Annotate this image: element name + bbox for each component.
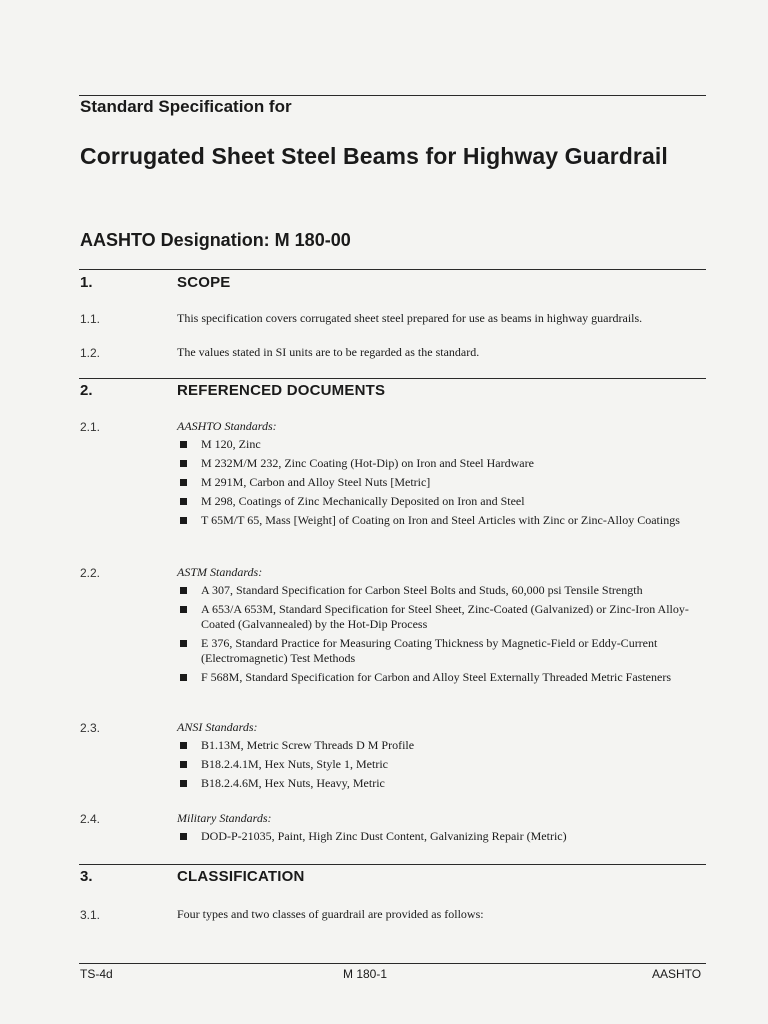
bullet-square-icon	[180, 674, 187, 681]
spec-title: Corrugated Sheet Steel Beams for Highway Guardrail	[80, 143, 668, 169]
standards-list-ansi	[180, 738, 705, 795]
footer-publisher: AASHTO	[652, 967, 702, 981]
bullet-square-icon	[180, 640, 187, 647]
standard-reference: DOD-P-21035, Paint, High Zinc Dust Content, Galvanizing Repair (Metric)	[201, 829, 567, 843]
bullet-square-icon	[180, 606, 187, 613]
clause-number: 2.2.	[80, 566, 101, 580]
standard-reference: M 120, Zinc	[201, 437, 261, 451]
section-number: 1.	[80, 274, 93, 291]
standard-reference: M 291M, Carbon and Alloy Steel Nuts [Metric]	[201, 475, 431, 489]
clause-number: 3.1.	[80, 908, 101, 922]
bullet-square-icon	[180, 761, 187, 768]
section-number: 2.	[80, 382, 93, 399]
bullet-square-icon	[180, 498, 187, 505]
list-item	[180, 829, 705, 844]
standard-reference: E 376, Standard Practice for Measuring Coating Thickness by Magnetic-Field or Eddy-Current (Electromagnetic) Test Methods	[201, 636, 658, 665]
footer-rule	[79, 963, 706, 964]
list-item	[180, 475, 705, 490]
bullet-square-icon	[180, 460, 187, 467]
bullet-square-icon	[180, 833, 187, 840]
clause-number: 2.1.	[80, 420, 101, 434]
list-item	[180, 602, 705, 632]
standards-list-military	[180, 829, 705, 848]
standards-heading-military: Military Standards:	[177, 811, 272, 825]
standard-reference: F 568M, Standard Specification for Carbon and Alloy Steel Externally Threaded Metric Fasteners	[201, 670, 671, 684]
standards-list-aashto	[180, 437, 705, 532]
bullet-square-icon	[180, 780, 187, 787]
list-item	[180, 670, 705, 685]
list-item	[180, 456, 705, 471]
standard-reference: B1.13M, Metric Screw Threads D M Profile	[201, 738, 415, 752]
footer-section-code: TS-4d	[80, 967, 113, 981]
list-item	[180, 494, 705, 509]
section-title-classification: CLASSIFICATION	[177, 868, 305, 885]
list-item	[180, 776, 705, 791]
bullet-square-icon	[180, 587, 187, 594]
clause-number: 2.4.	[80, 812, 101, 826]
list-item	[180, 738, 705, 753]
standards-heading-ansi: ANSI Standards:	[177, 720, 258, 734]
standard-reference: M 232M/M 232, Zinc Coating (Hot-Dip) on Iron and Steel Hardware	[201, 456, 534, 470]
bullet-square-icon	[180, 742, 187, 749]
section-title-scope: SCOPE	[177, 274, 231, 291]
section-title-referenced-documents: REFERENCED DOCUMENTS	[177, 382, 386, 399]
spec-pre-title: Standard Specification for	[80, 97, 292, 116]
list-item	[180, 583, 705, 598]
standards-heading-aashto: AASHTO Standards:	[177, 419, 277, 433]
list-item	[180, 437, 705, 452]
clause-text: Four types and two classes of guardrail are provided as follows:	[177, 907, 484, 921]
list-item	[180, 757, 705, 772]
standards-heading-astm: ASTM Standards:	[177, 565, 263, 579]
standards-list-astm	[180, 583, 705, 689]
section-rule	[79, 378, 706, 379]
clause-text: The values stated in SI units are to be regarded as the standard.	[177, 345, 480, 359]
clause-text: This specification covers corrugated sheet steel prepared for use as beams in highway guardrails.	[177, 311, 643, 325]
footer-page-number: M 180-1	[343, 967, 388, 981]
bullet-square-icon	[180, 517, 187, 524]
clause-number: 2.3.	[80, 721, 101, 735]
standard-reference: A 307, Standard Specification for Carbon Steel Bolts and Studs, 60,000 psi Tensile Strength	[201, 583, 643, 597]
section-rule	[79, 269, 706, 270]
list-item	[180, 636, 705, 666]
clause-number: 1.1.	[80, 312, 101, 326]
list-item	[180, 513, 705, 528]
standard-reference: B18.2.4.6M, Hex Nuts, Heavy, Metric	[201, 776, 385, 790]
clause-number: 1.2.	[80, 346, 101, 360]
section-number: 3.	[80, 868, 93, 885]
standard-reference: A 653/A 653M, Standard Specification for Steel Sheet, Zinc-Coated (Galvanized) or Zinc-Iron Alloy-Coated (Galvannealed) by the Hot-Dip Process	[201, 602, 689, 631]
section-rule	[79, 864, 706, 865]
standard-reference: M 298, Coatings of Zinc Mechanically Deposited on Iron and Steel	[201, 494, 525, 508]
header-rule	[79, 95, 706, 96]
bullet-square-icon	[180, 441, 187, 448]
standard-reference: B18.2.4.1M, Hex Nuts, Style 1, Metric	[201, 757, 388, 771]
bullet-square-icon	[180, 479, 187, 486]
standard-reference: T 65M/T 65, Mass [Weight] of Coating on Iron and Steel Articles with Zinc or Zinc-Alloy Coatings	[201, 513, 680, 527]
aashto-designation: AASHTO Designation: M 180-00	[80, 230, 351, 250]
